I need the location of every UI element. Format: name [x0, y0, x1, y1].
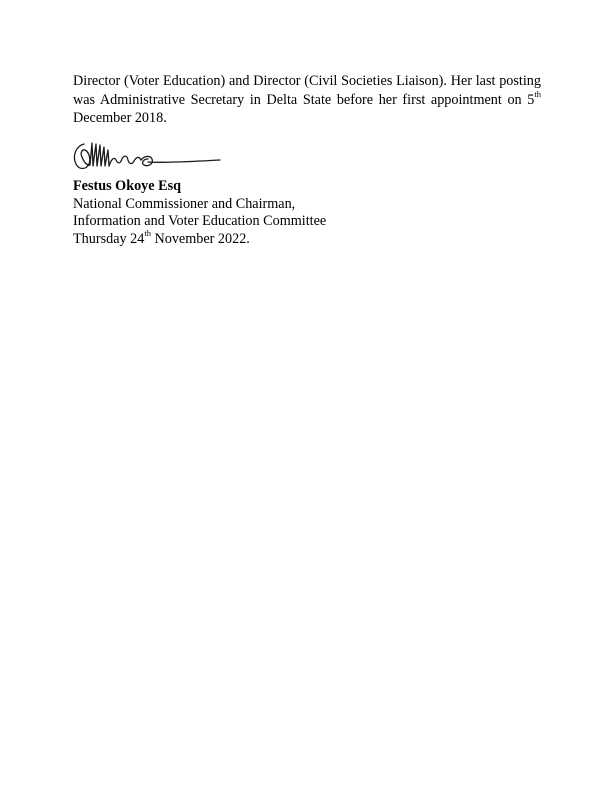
ordinal-suffix: th — [534, 88, 541, 99]
body-paragraph — [73, 72, 541, 128]
signoff-block — [73, 178, 473, 248]
signoff-date — [73, 227, 473, 249]
body-line-1: Director (Voter Education) and Director (Civil Societies Liaison). Her last posting — [73, 73, 541, 89]
signatory-title-line-2: Information and Voter Education Committee — [73, 213, 327, 229]
signature-icon — [70, 138, 230, 176]
body-line-2 — [73, 88, 541, 110]
date-ordinal-suffix: th — [144, 227, 151, 238]
date-suffix: November 2022. — [150, 230, 250, 247]
signatory-title-line-1: National Commissioner and Chairman, — [73, 195, 296, 212]
body-line-2-text: was Administrative Secretary in Delta State before her first appointment on 5 — [73, 91, 535, 108]
signatory-name: Festus Okoye Esq — [73, 178, 181, 194]
date-prefix: Thursday 24 — [73, 230, 145, 247]
body-line-3: December 2018. — [73, 110, 167, 126]
